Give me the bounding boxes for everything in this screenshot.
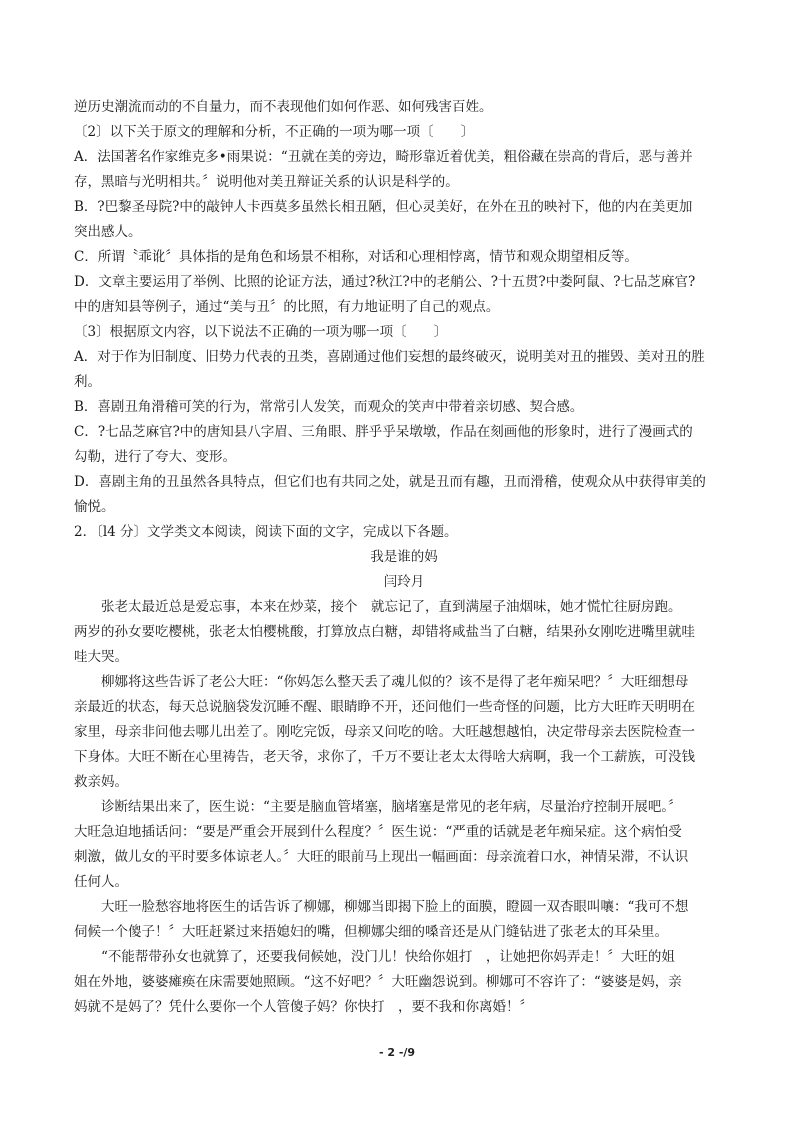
text-line: A．对于作为旧制度、旧势力代表的丑类，喜剧通过他们妄想的最终破灭，说明美对丑的摧毁、美对丑的胜 <box>74 349 705 365</box>
text-line: 〔3〕根据原文内容，以下说法不正确的一项为哪一项〔 〕 <box>74 324 448 340</box>
text-line: 愉悦。 <box>74 499 115 515</box>
text-line: B．?巴黎圣母院?中的敲钟人卡西莫多虽然长相丑陋，但心灵美好，在外在丑的映衬下，他的内在美更加 <box>74 199 693 215</box>
text-line: 救亲妈。 <box>74 774 128 790</box>
text-line: 勾勒，进行了夸大、变形。 <box>74 449 236 465</box>
text-line: 存，黑暗与光明相共。〞说明他对美丑辩证关系的认识是科学的。 <box>74 174 459 190</box>
text-line: 中的唐知县等例子，通过“美与丑〞的比照，有力地证明了自己的观点。 <box>74 299 500 315</box>
text-line: 任何人。 <box>74 874 128 890</box>
text-line: A．法国著名作家维克多•雨果说：“丑就在美的旁边，畸形靠近着优美，粗俗藏在崇高的背后，恶与善并 <box>74 149 693 165</box>
page-number: - 2 -/9 <box>378 1046 416 1059</box>
text-line: 家里，母亲非问他去哪儿出差了。刚吃完饭，母亲又问吃的啥。大旺越想越怕，决定带母亲去医院检查一 <box>74 724 695 740</box>
text-line: 诊断结果出来了，医生说：“主要是脑血管堵塞，脑堵塞是常见的老年病，尽量治疗控制开展吧。〞 <box>101 799 682 815</box>
text-line: 亲最近的状态，每天总说脑袋发沉睡不醒、眼睛睁不开，还问他们一些奇怪的问题，比方大旺昨天明明在 <box>74 699 695 715</box>
text-line: 妈就不是妈了？凭什么要你一个人管傻子妈？你快打 ，要不我和你离婚！〞 <box>74 999 533 1015</box>
text-line: C．?七品芝麻官?中的唐知县八字眉、三角眼、胖乎乎呆墩墩，作品在刻画他的形象时，进行了漫画式的 <box>74 424 693 440</box>
document-body <box>74 95 734 1020</box>
text-line: “不能帮带孙女也就算了，还要我伺候她，没门儿！快给你姐打 ，让她把你妈弄走！〞大旺的姐 <box>101 949 675 965</box>
text-line: 张老太最近总是爱忘事，本来在炒菜，接个 就忘记了，直到满屋子油烟味，她才慌忙往厨房跑。 <box>101 599 682 615</box>
text-line: 利。 <box>74 374 101 390</box>
text-line: 〔2〕以下关于原文的理解和分析，不正确的一项为哪一项〔 〕 <box>74 124 475 140</box>
text-line: B．喜剧丑角滑稽可笑的行为，常常引人发笑，而观众的笑声中带着亲切感、契合感。 <box>74 399 584 415</box>
text-line: 柳娜将这些告诉了老公大旺：“你妈怎么整天丢了魂儿似的？该不是得了老年痴呆吧？〞大旺细想母 <box>101 674 689 690</box>
text-line: 两岁的孙女要吃樱桃，张老太怕樱桃酸，打算放点白糖，却错将咸盐当了白糖，结果孙女刚吃进嘴里就哇 <box>74 624 695 640</box>
centered-heading-line: 闫玲月 <box>383 574 425 590</box>
text-line: 姐在外地，婆婆瘫痪在床需要她照顾。“这不好吧？〞大旺幽怨说到。柳娜可不容许了：“婆婆是妈，亲 <box>74 974 682 990</box>
text-line: 逆历史潮流而动的不自量力，而不表现他们如何作恶、如何残害百姓。 <box>74 99 493 115</box>
text-line: 大旺急迫地插话问：“要是严重会开展到什么程度？〞医生说：“严重的话就是老年痴呆症。这个病怕受 <box>74 824 682 840</box>
text-line: C．所谓〝乖讹〞具体指的是角色和场景不相称，对话和心理相悖离，情节和观众期望相反等。 <box>74 249 638 265</box>
text-line: 大旺一脸愁容地将医生的话告诉了柳娜，柳娜当即揭下脸上的面膜，瞪圆一双杏眼叫嚷：“我可不想 <box>101 899 689 915</box>
text-line: 突出感人。 <box>74 224 142 240</box>
text-line: 伺候一个傻子！〞大旺赶紧过来捂媳妇的嘴，但柳娜尖细的嗓音还是从门缝钻进了张老太的耳朵里。 <box>74 924 668 940</box>
centered-heading-line: 我是谁的妈 <box>370 549 438 565</box>
text-line: 下身体。大旺不断在心里祷告，老天爷，求你了，千万不要让老太太得啥大病啊，我一个工薪族，可没钱 <box>74 749 695 765</box>
text-line: D．文章主要运用了举例、比照的论证方法，通过?秋江?中的老艄公、?十五贯?中娄阿鼠、?七品芝麻官? <box>74 274 696 290</box>
text-line: D．喜剧主角的丑虽然各具特点，但它们也有共同之处，就是丑而有趣，丑而滑稽，使观众从中获得审美的 <box>74 474 706 490</box>
text-line: 刺激，做儿女的平时要多体谅老人。〞大旺的眼前马上现出一幅画面：母亲流着口水，神情呆滞，不认识 <box>74 849 689 865</box>
text-line: 哇大哭。 <box>74 649 128 665</box>
text-line: 2．〔l4 分〕文学类文本阅读，阅读下面的文字，完成以下各题。 <box>74 524 458 540</box>
